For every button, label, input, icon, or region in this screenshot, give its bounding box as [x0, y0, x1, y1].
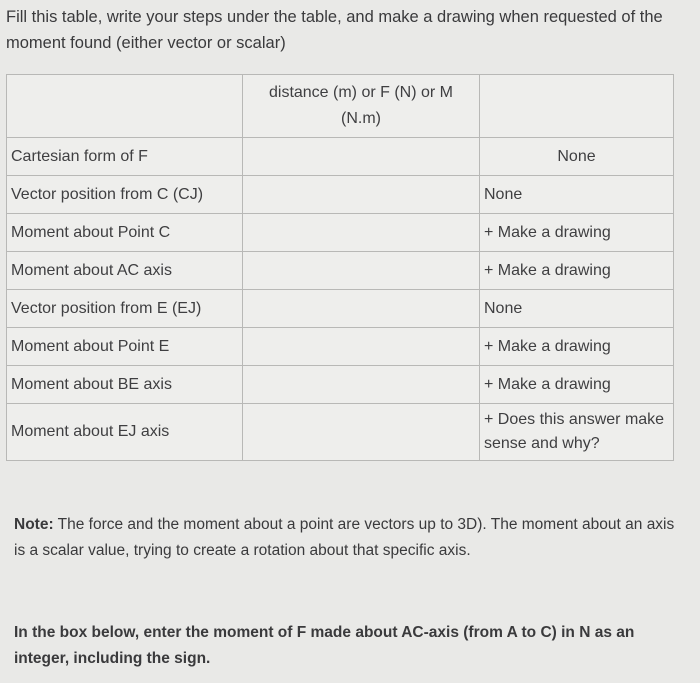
row-label: Moment about BE axis	[7, 366, 243, 404]
row-note: + Does this answer make sense and why?	[480, 404, 674, 461]
row-value-cell[interactable]	[243, 290, 480, 328]
header-cell-value: distance (m) or F (N) or M (N.m)	[243, 75, 480, 138]
table-row	[7, 290, 674, 328]
row-note: + Make a drawing	[480, 252, 674, 290]
row-label: Moment about Point E	[7, 328, 243, 366]
row-label: Vector position from E (EJ)	[7, 290, 243, 328]
note-label: Note:	[14, 516, 54, 533]
row-note: None	[480, 138, 674, 176]
row-value-cell[interactable]	[243, 366, 480, 404]
table-header-row	[7, 75, 674, 138]
row-value-cell[interactable]	[243, 252, 480, 290]
table-row	[7, 138, 674, 176]
row-value-cell[interactable]	[243, 328, 480, 366]
note-paragraph	[14, 512, 686, 564]
question-prompt: In the box below, enter the moment of F made about AC-axis (from A to C) in N as an integer, including the sign.	[14, 624, 635, 667]
moment-table	[6, 74, 674, 461]
row-note: + Make a drawing	[480, 328, 674, 366]
row-note: + Make a drawing	[480, 214, 674, 252]
instructions-text: Fill this table, write your steps under the table, and make a drawing when requested of the moment found (either vector or scalar)	[6, 8, 663, 52]
row-note: None	[480, 290, 674, 328]
header-cell-label	[7, 75, 243, 138]
table-row	[7, 176, 674, 214]
table-row	[7, 252, 674, 290]
note-text: The force and the moment about a point are vectors up to 3D). The moment about an axis is a scalar value, trying to create a rotation about that specific axis.	[14, 516, 675, 559]
row-value-cell[interactable]	[243, 214, 480, 252]
row-value-cell[interactable]	[243, 138, 480, 176]
row-label: Moment about Point C	[7, 214, 243, 252]
table-row	[7, 404, 674, 461]
table-row	[7, 214, 674, 252]
row-label: Moment about AC axis	[7, 252, 243, 290]
row-value-cell[interactable]	[243, 176, 480, 214]
row-label: Vector position from C (CJ)	[7, 176, 243, 214]
table-row	[7, 366, 674, 404]
header-cell-note	[480, 75, 674, 138]
row-note: None	[480, 176, 674, 214]
row-value-cell[interactable]	[243, 404, 480, 461]
row-note: + Make a drawing	[480, 366, 674, 404]
row-label: Moment about EJ axis	[7, 404, 243, 461]
table-row	[7, 328, 674, 366]
row-label: Cartesian form of F	[7, 138, 243, 176]
